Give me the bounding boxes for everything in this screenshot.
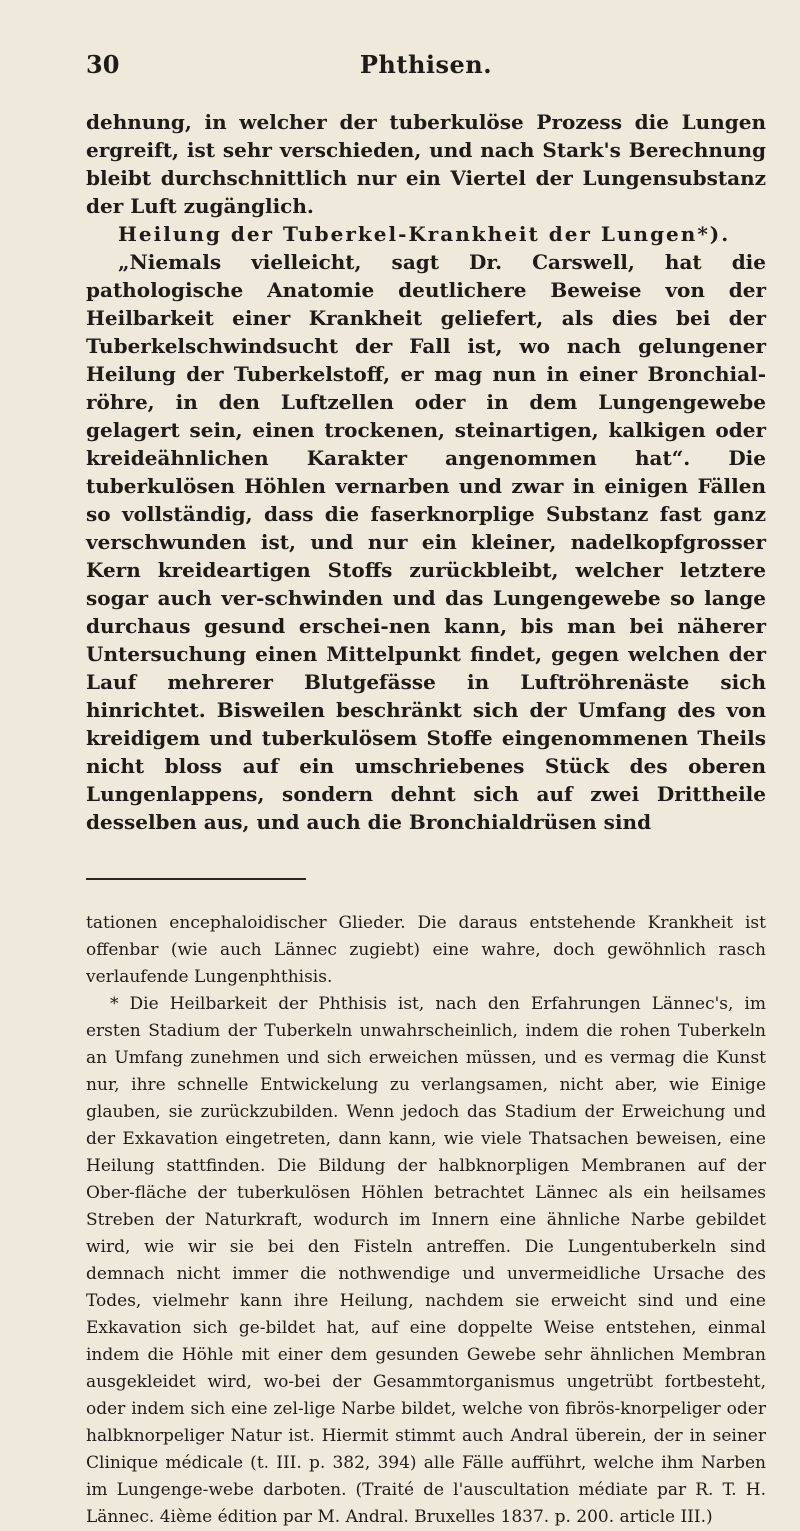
section-title: Heilung der Tuberkel-Krankheit der Lungen*). [118, 222, 731, 246]
body-paragraph-1: dehnung, in welcher der tuberkulöse Prozess die Lungen ergreift, ist sehr verschieden, und nach Stark's Berechnung bleibt durchschnittlich nur ein Viertel der Lungensubstanz der Luft zugänglich. [86, 110, 766, 218]
footnotes [86, 910, 766, 1531]
main-text [86, 108, 766, 836]
body-paragraph-2: „Niemals vielleicht, sagt Dr. Carswell, hat die pathologische Anatomie deutlichere Beweise von der Heilbarkeit einer Krankheit geliefert, als dies bei der Tuberkelschwindsucht der Fall ist, wo nach gelungener Heilung der Tuberkelstoff, er mag nun in einer Bronchial-röhre, in den Luftzellen oder in dem Lungengewebe gelagert sein, einen trockenen, steinartigen, kalkigen oder kreideähnlichen Karakter angenommen hat“. Die tuberkulösen Höhlen vernarben und zwar in einigen Fällen so vollständig, dass die faserknorplige Substanz fast ganz verschwunden ist, und nur ein kleiner, nadelkopfgrosser Kern kreideartigen Stoffs zurückbleibt, welcher letztere sogar auch ver-schwinden und das Lungengewebe so lange durchaus gesund erschei-nen kann, bis man bei näherer Untersuchung einen Mittelpunkt findet, gegen welchen der Lauf mehrerer Blutgefässe in Luftröhrenäste sich hinrichtet. Bisweilen beschränkt sich der Umfang des von kreidigem und tuberkulösem Stoffe eingenommenen Theils nicht bloss auf ein umschriebenes Stück des oberen Lungenlappens, sondern dehnt sich auf zwei Drittheile desselben aus, und auch die Bronchialdrüsen sind [86, 250, 766, 834]
footnote-continued: tationen encephaloidischer Glieder. Die daraus entstehende Krankheit ist offenbar (wie auch Lännec zugiebt) eine wahre, doch gewöhnlich rasch verlaufende Lungenphthisis. [86, 913, 766, 987]
page-header [86, 50, 766, 84]
page-number: 30 [86, 50, 120, 79]
running-head: Phthisen. [359, 50, 493, 79]
footnote-separator [86, 878, 306, 880]
footnote-star: * Die Heilbarkeit der Phthisis ist, nach den Erfahrungen Lännec's, im ersten Stadium der Tuberkeln unwahrscheinlich, indem die rohen Tuberkeln an Umfang zunehmen und sich erweichen müssen, und es vermag die Kunst nur, ihre schnelle Entwickelung zu verlangsamen, nicht aber, wie Einige glauben, sie zurückzubilden. Wenn jedoch das Stadium der Erweichung und der Exkavation eingetreten, dann kann, wie viele Thatsachen beweisen, eine Heilung stattfinden. Die Bildung der halbknorpligen Membranen auf der Ober-fläche der tuberkulösen Höhlen betrachtet Lännec als ein heilsames Streben der Naturkraft, wodurch im Innern eine ähnliche Narbe gebildet wird, wie wir sie bei den Fisteln antreffen. Die Lungentuberkeln sind demnach nicht immer die nothwendige und unvermeidliche Ursache des Todes, vielmehr kann ihre Heilung, nachdem sie erweicht sind und eine Exkavation sich ge-bildet hat, auf eine doppelte Weise entstehen, einmal indem die Höhle mit einer dem gesunden Gewebe sehr ähnlichen Membran ausgekleidet wird, wo-bei der Gesammtorganismus ungetrübt fortbesteht, oder indem sich eine zel-lige Narbe bildet, welche von fibrös-knorpeliger oder halbknorpeliger Natur ist. Hiermit stimmt auch Andral überein, der in seiner Clinique médicale (t. III. p. 382, 394) alle Fälle aufführt, welche ihm Narben im Lungenge-webe darboten. (Traité de l'auscultation médiate par R. T. H. Lännec. 4ième édition par M. Andral. Bruxelles 1837. p. 200. article III.) [86, 994, 766, 1527]
